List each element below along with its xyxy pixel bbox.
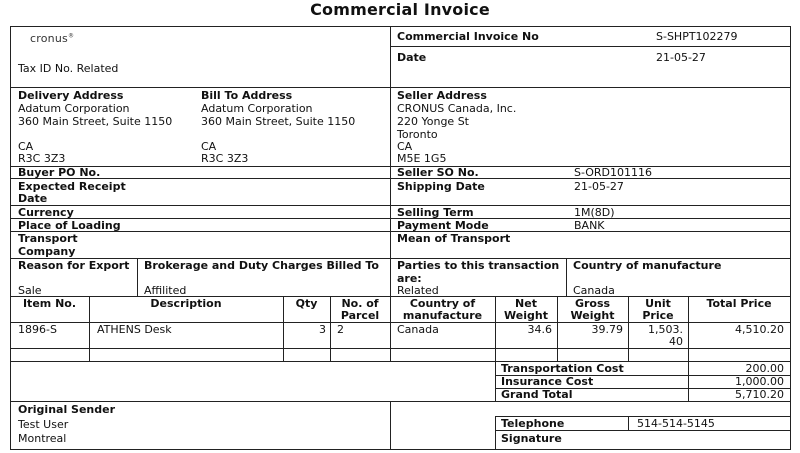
delivery-line-2: 360 Main Street, Suite 1150 (18, 115, 173, 128)
bill-to-line-5: R3C 3Z3 (201, 152, 249, 165)
expected-receipt-label-2: Date (18, 192, 48, 205)
brokerage-value: Affilited (144, 284, 187, 297)
row-country: Canada (397, 323, 439, 336)
row-unit-price: 1,503. (648, 323, 683, 336)
seller-so-label: Seller SO No. (397, 166, 479, 179)
row-gross-weight: 39.79 (591, 323, 623, 336)
reason-for-export-value: Sale (18, 284, 42, 297)
insurance-cost-label: Insurance Cost (501, 375, 594, 388)
row-total-price: 4,510.20 (735, 323, 784, 336)
header-description: Description (150, 297, 222, 310)
shipping-date-value: 21-05-27 (574, 180, 624, 193)
bill-to-address-label: Bill To Address (201, 89, 293, 102)
transport-company-label-2: Company (18, 245, 76, 258)
row-item-no: 1896-S (18, 323, 57, 336)
selling-term-value: 1M(8D) (574, 206, 615, 219)
country-of-manufacture-value: Canada (573, 284, 615, 297)
divider-center-top (390, 26, 391, 296)
reason-for-export-label: Reason for Export (18, 259, 130, 272)
parties-label-2: are: (397, 272, 422, 285)
header-country: Country of (409, 297, 476, 310)
seller-address-label: Seller Address (397, 89, 487, 102)
transport-company-label: Transport (18, 232, 78, 245)
bill-to-line-4: CA (201, 140, 217, 153)
seller-so-value: S-ORD101116 (574, 166, 653, 179)
invoice-no-value: S-SHPT102279 (656, 30, 738, 43)
header-item-no: Item No. (22, 297, 77, 310)
delivery-line-1: Adatum Corporation (18, 102, 130, 115)
border-top (10, 26, 791, 27)
selling-term-label: Selling Term (397, 206, 474, 219)
original-sender-label: Original Sender (18, 403, 116, 416)
row-parcel: 2 (337, 323, 344, 336)
brokerage-label: Brokerage and Duty Charges Billed To (144, 259, 379, 272)
delivery-line-4: CA (18, 140, 34, 153)
bill-to-line-1: Adatum Corporation (201, 102, 313, 115)
place-of-loading-label: Place of Loading (18, 219, 121, 232)
expected-receipt-label: Expected Receipt (18, 180, 126, 193)
document-title: Commercial Invoice (310, 0, 490, 19)
border-bottom (10, 449, 791, 450)
header-unit-price: Unit (645, 297, 671, 310)
header-total-price: Total Price (706, 297, 772, 310)
border-right (790, 26, 791, 450)
insurance-cost-value: 1,000.00 (735, 375, 784, 388)
seller-line-2: 220 Yonge St (397, 115, 469, 128)
mean-of-transport-label: Mean of Transport (397, 232, 511, 245)
country-of-manufacture-label: Country of manufacture (573, 259, 722, 272)
seller-line-3: Toronto (397, 128, 438, 141)
telephone-label: Telephone (501, 417, 565, 430)
seller-line-1: CRONUS Canada, Inc. (397, 102, 517, 115)
header-net-weight-2: Weight (504, 309, 548, 322)
seller-line-4: CA (397, 140, 413, 153)
transportation-cost-label: Transportation Cost (501, 362, 624, 375)
header-parcel-2: Parcel (340, 309, 380, 322)
buyer-po-label: Buyer PO No. (18, 166, 101, 179)
grand-total-value: 5,710.20 (735, 388, 784, 401)
parties-value: Related (397, 284, 439, 297)
date-value: 21-05-27 (656, 51, 706, 64)
company-logo: cronus® (30, 32, 75, 45)
tax-id-label: Tax ID No. Related (18, 62, 119, 75)
header-country-2: manufacture (402, 309, 483, 322)
header-qty: Qty (295, 297, 318, 310)
invoice-no-label: Commercial Invoice No (397, 30, 539, 43)
border-left (10, 26, 11, 450)
header-gross-weight-2: Weight (570, 309, 615, 322)
delivery-address-label: Delivery Address (18, 89, 124, 102)
transportation-cost-value: 200.00 (745, 362, 784, 375)
grand-total-label: Grand Total (501, 388, 573, 401)
sender-city: Montreal (18, 432, 67, 445)
payment-mode-label: Payment Mode (397, 219, 489, 232)
currency-label: Currency (18, 206, 74, 219)
header-parcel: No. of (341, 297, 379, 310)
header-unit-price-2: Price (642, 309, 674, 322)
payment-mode-value: BANK (574, 219, 605, 232)
date-label: Date (397, 51, 427, 64)
sender-name: Test User (18, 418, 69, 431)
telephone-value: 514-514-5145 (637, 417, 715, 430)
signature-label: Signature (501, 432, 562, 445)
row-qty: 3 (319, 323, 326, 336)
seller-line-5: M5E 1G5 (397, 152, 447, 165)
shipping-date-label: Shipping Date (397, 180, 485, 193)
row-description: ATHENS Desk (97, 323, 172, 336)
bill-to-line-2: 360 Main Street, Suite 1150 (201, 115, 356, 128)
row-unit-price-2: 40 (669, 335, 683, 348)
parties-label: Parties to this transaction (397, 259, 560, 272)
delivery-line-5: R3C 3Z3 (18, 152, 66, 165)
header-net-weight: Net (515, 297, 537, 310)
row-net-weight: 34.6 (527, 323, 552, 336)
header-gross-weight: Gross (574, 297, 611, 310)
